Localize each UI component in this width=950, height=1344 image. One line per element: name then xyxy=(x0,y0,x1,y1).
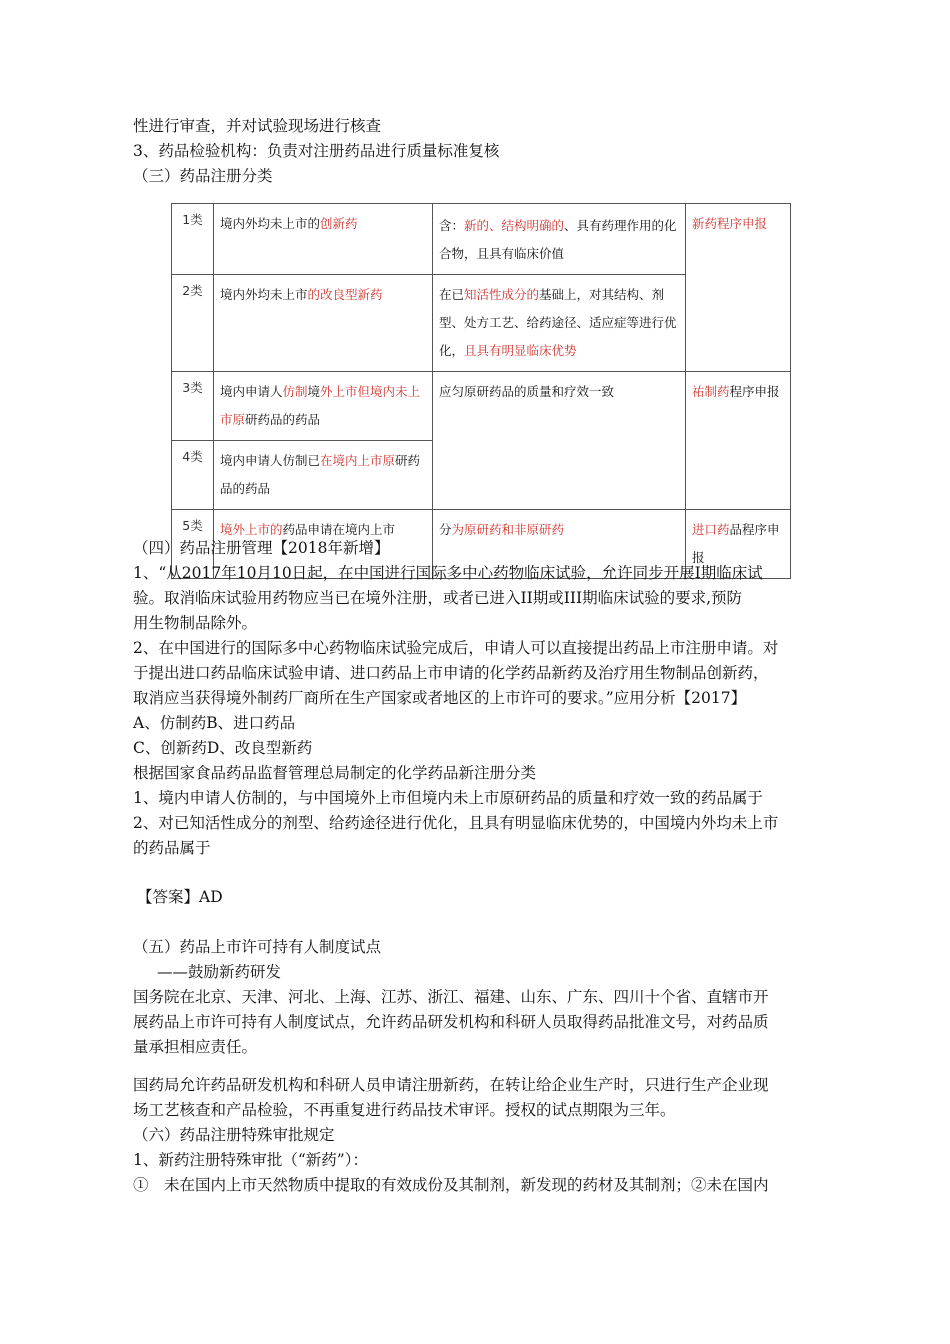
text-line: 取消应当获得境外制药厂商所在生产国家或者地区的上市许可的要求。”应用分析【2017】 xyxy=(133,689,747,707)
text-line: 3、药品检验机构：负责对注册药品进行质量标准复核 xyxy=(133,142,500,160)
text-segment: 境内外均未上市 xyxy=(220,287,308,302)
text-segment: 境 xyxy=(307,384,321,399)
text-line: 性进行审查，并对试验现场进行核查 xyxy=(133,117,382,135)
answer-line: 【答案】AD xyxy=(137,888,223,906)
text-line: 根据国家食品药品监督管理总局制定的化学药品新注册分类 xyxy=(133,764,537,782)
highlight-text: 在境内上市原 xyxy=(320,453,396,468)
requirement-cell xyxy=(433,275,686,372)
text-line: 的药品属于 xyxy=(133,839,211,857)
class-desc xyxy=(214,275,433,372)
procedure-cell xyxy=(686,372,791,510)
text-line: 展药品上市许可持有人制度试点，允许药品研发机构和科研人员取得药品批准文号，对药品质 xyxy=(133,1013,769,1031)
section-heading: （四）药品注册管理【2018年新增】 xyxy=(133,539,390,557)
class-desc xyxy=(214,441,433,510)
highlight-text: 且具有明显临床优势 xyxy=(464,343,577,358)
class-cell: 3类 xyxy=(172,372,214,441)
text-segment: 境内申请人 xyxy=(220,384,283,399)
text-segment: 在已 xyxy=(439,287,465,302)
text-line: 量承担相应责任。 xyxy=(133,1038,258,1056)
requirement-cell xyxy=(433,204,686,275)
highlight-text: 创新药 xyxy=(320,216,358,231)
text-segment: 基础上，对其结构、剂型、处方工艺、给药途径、适应症等进行优化， xyxy=(439,287,677,358)
highlight-text: 为原研药和非原研药 xyxy=(451,522,565,537)
table-row xyxy=(172,204,791,275)
table-row xyxy=(172,372,791,441)
text-segment: 程序申报 xyxy=(729,384,780,399)
highlight-text: 外上市但境内未上市原 xyxy=(220,384,421,427)
text-line: 2、对已知活性成分的剂型、给药途径进行优化，且具有明显临床优势的，中国境内外均未上市 xyxy=(133,814,779,832)
highlight-text: 祐制药 xyxy=(692,384,730,399)
procedure-cell xyxy=(686,204,791,372)
text-line: 1、“从2017年10月10日起，在中国进行国际多中心药物临床试验，允许同步开展I期临床试 xyxy=(133,564,763,582)
option-line: A、仿制药B、进口药品 xyxy=(133,714,296,732)
registration-class-table xyxy=(171,203,791,579)
text-line: 国药局允许药品研发机构和科研人员申请注册新药，在转让给企业生产时，只进行生产企业现 xyxy=(133,1076,769,1094)
subheading: ——鼓励新药研发 xyxy=(157,963,282,981)
text-line: 1、境内申请人仿制的，与中国境外上市但境内未上市原研药品的质量和疗效一致的药品属于 xyxy=(133,789,763,807)
text-segment: 应匀原研药品的质量和疗效一致 xyxy=(439,384,615,399)
highlight-text: 仿制 xyxy=(282,384,308,399)
section-heading: （六）药品注册特殊审批规定 xyxy=(133,1126,335,1144)
text-segment: 药品申请在境内上市 xyxy=(282,522,396,537)
highlight-text: 知活性成分的 xyxy=(464,287,540,302)
text-segment: 品程序申报 xyxy=(692,522,780,565)
text-segment: 境内申请人仿制已 xyxy=(220,453,321,468)
class-cell: 1类 xyxy=(172,204,214,275)
text-line: 用生物制品除外。 xyxy=(133,614,258,632)
section-heading: （五）药品上市许可持有人制度试点 xyxy=(133,938,382,956)
text-line: 于提出进口药品临床试验申请、进口药品上市申请的化学药品新药及治疗用生物制品创新药， xyxy=(133,664,769,682)
text-line: ① 未在国内上市天然物质中提取的有效成份及其制剂，新发现的药材及其制剂；②未在国内 xyxy=(133,1176,769,1194)
text-segment: 境内外均未上市的 xyxy=(220,216,321,231)
class-cell: 4类 xyxy=(172,441,214,510)
section-heading: （三）药品注册分类 xyxy=(133,167,273,185)
highlight-text: 新药程序申报 xyxy=(692,216,768,231)
text-line: 验。取消临床试验用药物应当已在境外注册，或者已进入II期或III期临床试验的要求,预防 xyxy=(133,589,743,607)
text-segment: 分 xyxy=(439,522,452,537)
highlight-text: 新的、结构明确的 xyxy=(464,218,565,233)
option-line: C、创新药D、改良型新药 xyxy=(133,739,313,757)
text-line: 场工艺核查和产品检验，不再重复进行药品技术审评。授权的试点期限为三年。 xyxy=(133,1101,676,1119)
class-cell: 2类 xyxy=(172,275,214,372)
text-segment: 研药品的药品 xyxy=(245,412,321,427)
highlight-text: 境外上市的 xyxy=(220,522,283,537)
requirement-cell xyxy=(433,372,686,510)
text-segment: 研药品的药品 xyxy=(220,453,421,496)
text-line: 2、在中国进行的国际多中心药物临床试验完成后，申请人可以直接提出药品上市注册申请。对 xyxy=(133,639,779,657)
highlight-text: 进口药 xyxy=(692,522,730,537)
text-segment: 含： xyxy=(439,218,465,233)
class-cell: 5类 xyxy=(172,510,214,579)
text-line: 1、新药注册特殊审批（“新药”）： xyxy=(133,1151,368,1169)
text-line: 国务院在北京、天津、河北、上海、江苏、浙江、福建、山东、广东、四川十个省、直辖市开 xyxy=(133,988,769,1006)
class-desc xyxy=(214,204,433,275)
class-desc xyxy=(214,372,433,441)
highlight-text: 的改良型新药 xyxy=(307,287,383,302)
text-segment: 、具有药理作用的化合物，且具有临床价值 xyxy=(439,218,677,261)
